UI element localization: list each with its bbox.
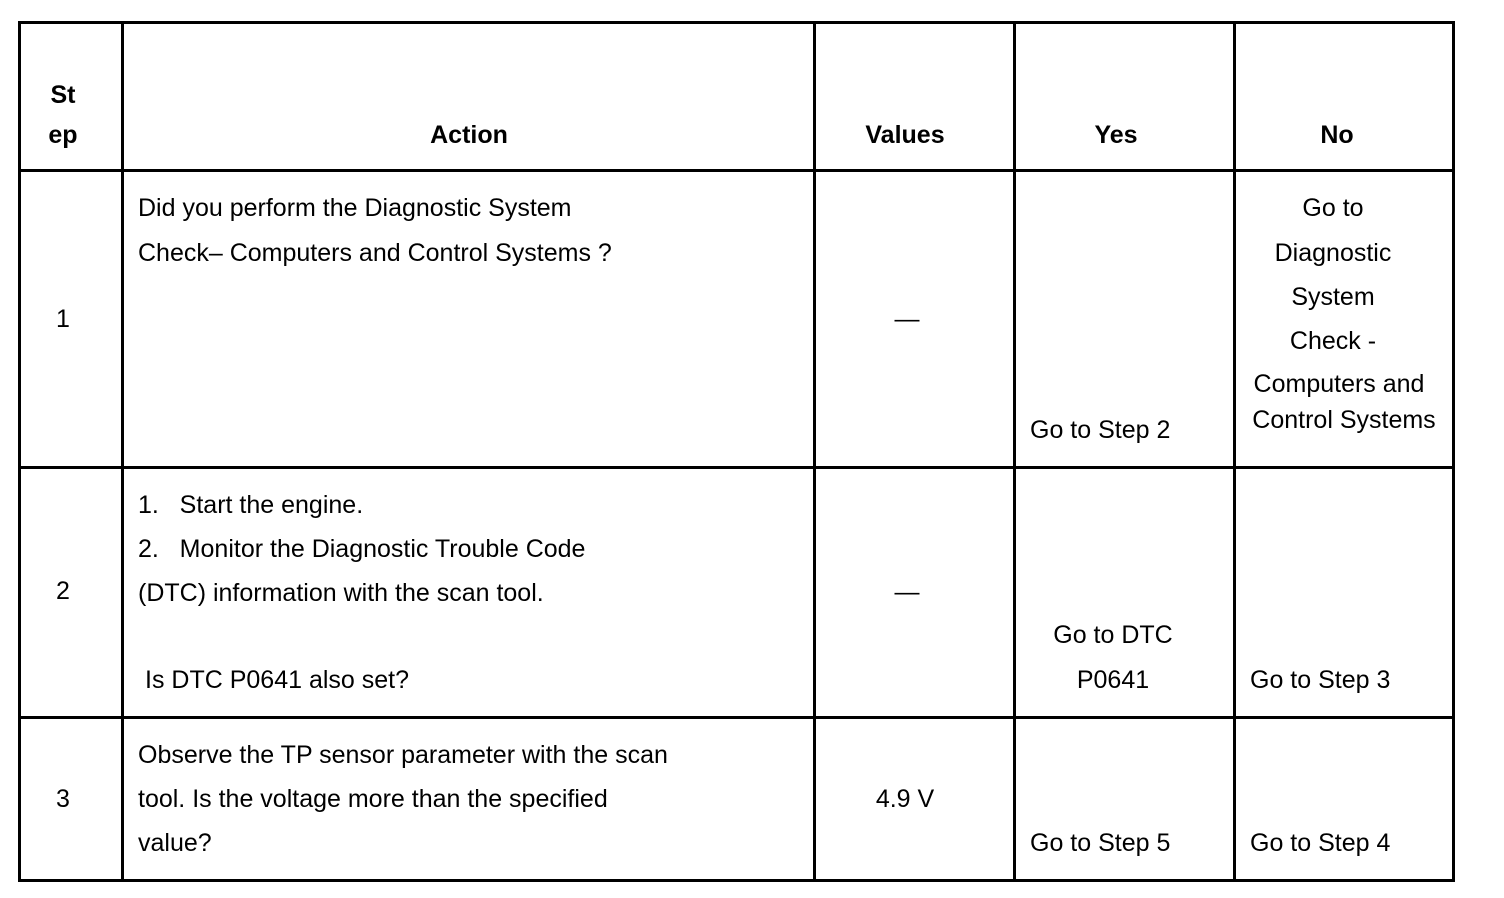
row-divider <box>21 466 1452 469</box>
header-no: No <box>1320 121 1354 149</box>
row-divider <box>21 716 1452 719</box>
value-cell: 4.9 V <box>875 785 935 813</box>
value-cell: — <box>894 578 920 606</box>
no-line: System <box>1291 283 1375 311</box>
yes-cell: Go to Step 2 <box>1030 416 1171 444</box>
step-number: 3 <box>56 785 70 813</box>
action-line: value? <box>138 829 212 857</box>
action-line: 1. Start the engine. <box>138 491 364 519</box>
action-line: Check– Computers and Control Systems ? <box>138 239 612 267</box>
header-step <box>22 75 104 155</box>
action-line: 2. Monitor the Diagnostic Trouble Code <box>138 535 586 563</box>
no-line: Check - <box>1289 327 1377 355</box>
no-line: Computers and <box>1253 370 1425 398</box>
step-number: 1 <box>56 305 70 333</box>
step-number: 2 <box>56 577 70 605</box>
header-step-line1: St <box>50 81 76 109</box>
no-cell: Go to Step 3 <box>1250 666 1391 694</box>
header-step-line2: ep <box>48 121 78 149</box>
no-line: Go to <box>1302 194 1364 222</box>
yes-line: P0641 <box>1076 666 1150 694</box>
no-line: Control Systems <box>1252 406 1436 434</box>
action-line: Did you perform the Diagnostic System <box>138 194 572 222</box>
yes-cell: Go to Step 5 <box>1030 829 1171 857</box>
value-cell: — <box>894 305 920 333</box>
row-divider <box>21 169 1452 172</box>
header-yes: Yes <box>1094 121 1138 149</box>
yes-line: Go to DTC <box>1053 621 1173 649</box>
action-line: tool. Is the voltage more than the specified <box>138 785 608 813</box>
header-action: Action <box>430 121 508 149</box>
no-cell: Go to Step 4 <box>1250 829 1391 857</box>
header-values: Values <box>865 121 945 149</box>
action-line: (DTC) information with the scan tool. <box>138 579 544 607</box>
action-line: Is DTC P0641 also set? <box>145 666 410 694</box>
no-line: Diagnostic <box>1274 239 1392 267</box>
action-line: Observe the TP sensor parameter with the scan <box>138 741 668 769</box>
